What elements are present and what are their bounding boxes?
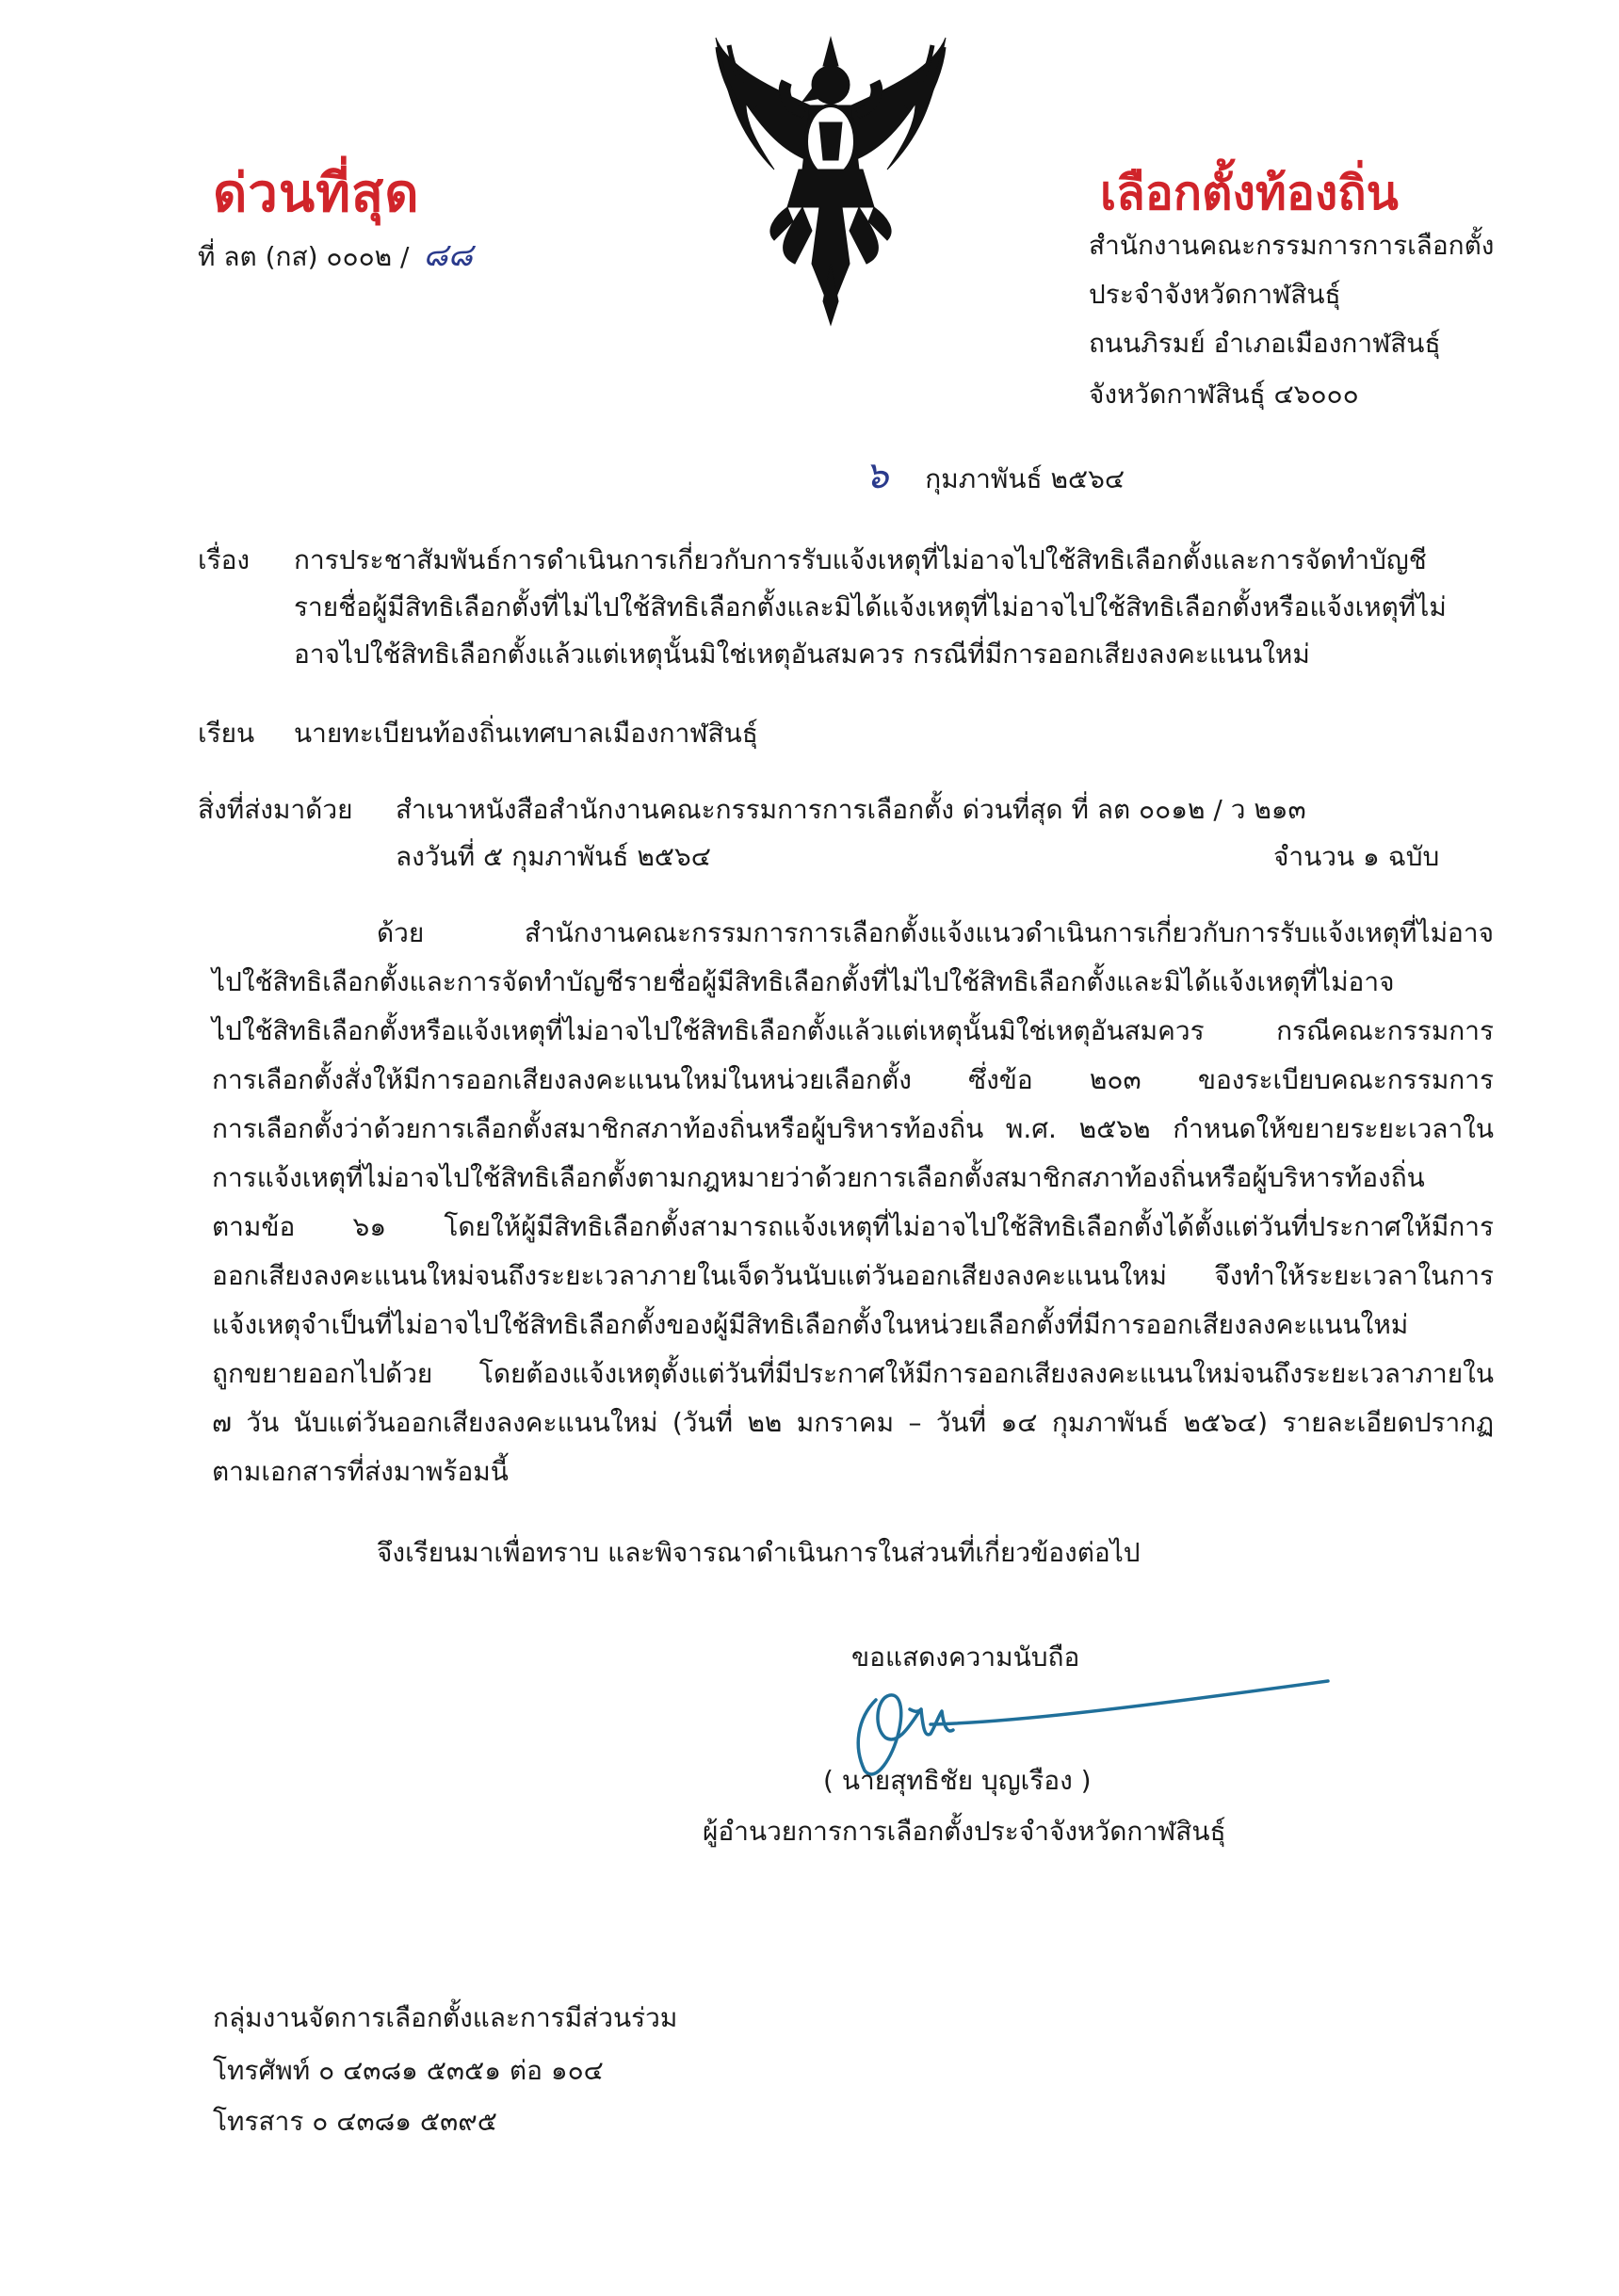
document-date	[865, 452, 1125, 503]
closing-sentence: จึงเรียนมาเพื่อทราบ และพิจารณาดำเนินการในส่วนที่เกี่ยวข้องต่อไป	[377, 1537, 1141, 1568]
subject-line-1: การประชาสัมพันธ์การดำเนินการเกี่ยวกับการรับแจ้งเหตุที่ไม่อาจไปใช้สิทธิเลือกตั้งและการจัดทำบัญชี	[294, 544, 1427, 575]
office-address-line-4: จังหวัดกาฬสินธุ์ ๔๖๐๐๐	[1089, 379, 1359, 410]
office-address-line-1: สำนักงานคณะกรรมการการเลือกตั้ง	[1089, 230, 1495, 261]
signatory-name: ( นายสุทธิชัย บุญเรือง )	[823, 1765, 1092, 1796]
date-month-year: กุมภาพันธ์ ๒๕๖๔	[925, 463, 1125, 494]
signatory-position: ผู้อำนวยการการเลือกตั้งประจำจังหวัดกาฬสินธุ์	[703, 1816, 1226, 1847]
category-stamp: เลือกตั้งท้องถิ่น	[1100, 166, 1399, 220]
enclosure-line-1: สำเนาหนังสือสำนักงานคณะกรรมการการเลือกตั้ง ด่วนที่สุด ที่ ลต ๐๐๑๒ / ว ๒๑๓	[396, 794, 1306, 825]
body-line-12: ตามเอกสารที่ส่งมาพร้อมนี้	[212, 1456, 509, 1487]
office-address-line-3: ถนนภิรมย์ อำเภอเมืองกาฬสินธุ์	[1089, 328, 1441, 359]
reference-prefix: ที่ ลต (กส) ๐๐๐๒ /	[198, 241, 410, 272]
body-line-4: การเลือกตั้งสั่งให้มีการออกเสียงลงคะแนนใหม่ในหน่วยเลือกตั้ง ซึ่งข้อ ๒๐๓ ของระเบียบคณะกรรมการ	[212, 1064, 1494, 1095]
urgency-stamp: ด่วนที่สุด	[213, 163, 420, 224]
body-line-1: ด้วย สำนักงานคณะกรรมการการเลือกตั้งแจ้งแนวดำเนินการเกี่ยวกับการรับแจ้งเหตุที่ไม่อาจ	[377, 917, 1494, 948]
office-address-line-2: ประจำจังหวัดกาฬสินธุ์	[1089, 279, 1341, 310]
recipient-value: นายทะเบียนท้องถิ่นเทศบาลเมืองกาฬสินธุ์	[294, 718, 758, 749]
subject-label: เรื่อง	[198, 544, 251, 575]
date-day-handwritten: ๖	[865, 454, 889, 497]
body-line-6: การแจ้งเหตุที่ไม่อาจไปใช้สิทธิเลือกตั้งตามกฎหมายว่าด้วยการเลือกตั้งสมาชิกสภาท้องถิ่นหรือผู้บริหารท้องถิ่น	[212, 1162, 1425, 1193]
reference-number-handwritten: ๘๘	[423, 236, 473, 274]
footer-fax: โทรสาร ๐ ๔๓๘๑ ๕๓๙๕	[213, 2106, 497, 2137]
enclosure-line-2: ลงวันที่ ๕ กุมภาพันธ์ ๒๕๖๔	[396, 841, 711, 872]
recipient-label: เรียน	[198, 718, 255, 749]
body-line-2: ไปใช้สิทธิเลือกตั้งและการจัดทำบัญชีรายชื่อผู้มีสิทธิเลือกตั้งที่ไม่ไปใช้สิทธิเลือกตั้งและมิได้แจ้งเหตุที่ไม่อาจ	[212, 966, 1395, 997]
body-line-5: การเลือกตั้งว่าด้วยการเลือกตั้งสมาชิกสภาท้องถิ่นหรือผู้บริหารท้องถิ่น พ.ศ. ๒๕๖๒ กำหนดให้ขยายระยะเวลาใน	[212, 1113, 1494, 1144]
body-line-11: ๗ วัน นับแต่วันออกเสียงลงคะแนนใหม่ (วันที่ ๒๒ มกราคม – วันที่ ๑๔ กุมภาพันธ์ ๒๕๖๔) รายละเอียดปรากฏ	[212, 1407, 1494, 1438]
body-line-7: ตามข้อ ๖๑ โดยให้ผู้มีสิทธิเลือกตั้งสามารถแจ้งเหตุที่ไม่อาจไปใช้สิทธิเลือกตั้งได้ตั้งแต่วันที่ประกาศให้มีการ	[212, 1211, 1494, 1242]
footer-phone: โทรศัพท์ ๐ ๔๓๘๑ ๕๓๕๑ ต่อ ๑๐๔	[213, 2055, 604, 2086]
enclosure-label: สิ่งที่ส่งมาด้วย	[198, 794, 353, 825]
body-line-8: ออกเสียงลงคะแนนใหม่จนถึงระยะเวลาภายในเจ็ดวันนับแต่วันออกเสียงลงคะแนนใหม่ จึงทำให้ระยะเวลาในการ	[212, 1260, 1494, 1291]
salutation: ขอแสดงความนับถือ	[851, 1641, 1080, 1673]
footer-department: กลุ่มงานจัดการเลือกตั้งและการมีส่วนร่วม	[213, 2002, 678, 2033]
reference-number	[198, 232, 473, 281]
body-line-3: ไปใช้สิทธิเลือกตั้งหรือแจ้งเหตุที่ไม่อาจไปใช้สิทธิเลือกตั้งแล้วแต่เหตุนั้นมิใช่เหตุอันสมควร กรณีคณะกรรมการ	[212, 1015, 1494, 1046]
enclosure-count: จำนวน ๑ ฉบับ	[1273, 841, 1440, 872]
subject-line-3: อาจไปใช้สิทธิเลือกตั้งแล้วแต่เหตุนั้นมิใช่เหตุอันสมควร กรณีที่มีการออกเสียงลงคะแนนใหม่	[294, 639, 1310, 670]
body-line-10: ถูกขยายออกไปด้วย โดยต้องแจ้งเหตุตั้งแต่วันที่มีประกาศให้มีการออกเสียงลงคะแนนใหม่จนถึงระยะเวลาภายใน	[212, 1358, 1494, 1389]
body-line-9: แจ้งเหตุจำเป็นที่ไม่อาจไปใช้สิทธิเลือกตั้งของผู้มีสิทธิเลือกตั้งในหน่วยเลือกตั้งที่มีการออกเสียงลงคะแนนใหม่	[212, 1309, 1409, 1340]
garuda-emblem	[708, 28, 953, 330]
subject-line-2: รายชื่อผู้มีสิทธิเลือกตั้งที่ไม่ไปใช้สิทธิเลือกตั้งและมิได้แจ้งเหตุที่ไม่อาจไปใช้สิทธิเลือกตั้งหรือแจ้งเหตุที่ไม่	[294, 591, 1447, 623]
